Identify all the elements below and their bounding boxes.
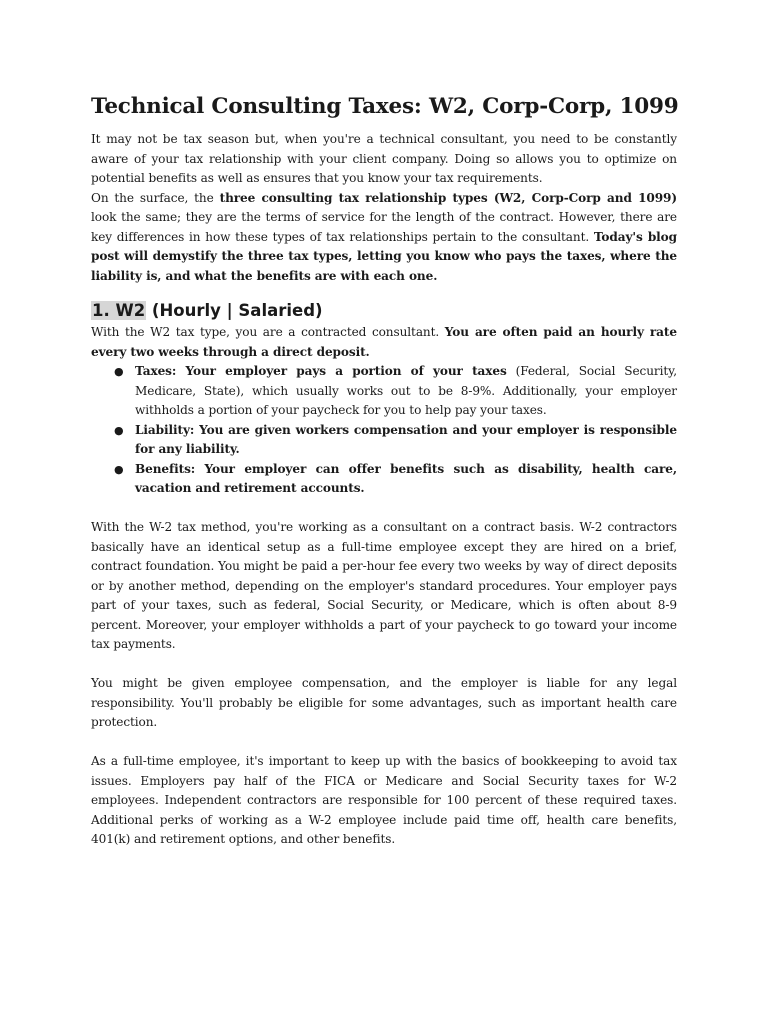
intro-p2-start: On the surface, the <box>91 190 220 205</box>
bullet-label: Liability <box>135 422 190 437</box>
spacer <box>91 733 677 753</box>
intro-paragraph-2 <box>91 189 677 287</box>
intro-p2-middle: look the same; they are the terms of service for the length of the contract. However, there are key differences in how these types of tax relationships pertain to the consultant. <box>91 210 677 244</box>
bullet-label: Taxes: <box>135 364 186 378</box>
w2-body-paragraph-3: As a full-time employee, it's important to keep up with the basics of bookkeeping to avoid tax issues. Employers pay half of the FICA or Medicare and Social Security taxes for W-2 employees. Independent contractors are responsible for 100 percent of these required taxes. Additional perks of working as a W-2 employee include paid time off, health care benefits, 401(k) and retirement options, and other benefits. <box>91 754 677 846</box>
section-heading-w2-highlight: 1. W2 <box>92 301 146 320</box>
bullet-dot-icon: ● <box>114 423 124 437</box>
w2-lead-paragraph <box>91 323 677 362</box>
intro-paragraph-1: It may not be tax season but, when you're a technical consultant, you need to be constantly aware of your tax relationship with your client company. Doing so allows you to optimize on potential benefits as well as ensures that you know your tax requirements. <box>91 132 677 185</box>
w2-body-paragraph-1: With the W-2 tax method, you're working as a consultant on a contract basis. W-2 contractors basically have an identical setup as a full-time employee except they are hired on a brief, contract foundation. You might be paid a per-hour fee every two weeks by way of direct deposits or by another method, depending on the employer's standard procedures. Your employer pays part of your taxes, such as federal, Social Security, or Medicare, which is often about 8-9 percent. Moreover, your employer withholds a part of your paycheck to go toward your income tax payments. <box>91 520 677 651</box>
w2-lead-start: With the W2 tax type, you are a contracted consultant. <box>91 325 445 339</box>
bullet-dot-icon: ● <box>114 462 124 476</box>
bullet-dot-icon: ● <box>114 365 124 378</box>
document-page <box>91 92 677 850</box>
section-heading-w2-rest: (Hourly | Salaried) <box>146 301 323 320</box>
w2-bullet-taxes <box>114 362 677 421</box>
spacer <box>91 499 677 519</box>
bullet-text: (Federal, Social Security, Medicare, State), which usually works out to be 8-9%. Additionally, your employer withholds a portion of your paycheck for you to help pay your taxes. <box>135 364 677 417</box>
section-heading-w2 <box>91 300 677 322</box>
w2-bullet-liability <box>114 421 677 460</box>
bullet-bold-text: Your employer pays a portion of your taxes <box>185 364 507 378</box>
bullet-bold-text: : Your employer can offer benefits such as disability, health care, vacation and retirement accounts. <box>135 461 677 495</box>
spacer <box>91 655 677 675</box>
w2-body-paragraph-2: You might be given employee compensation, and the employer is liable for any legal responsibility. You'll probably be eligible for some advantages, such as important health care protection. <box>91 676 677 729</box>
bullet-bold-text: : You are given workers compensation and your employer is responsible for any liability. <box>135 422 677 456</box>
intro-p2-bold-types: three consulting tax relationship types (W2, Corp-Corp and 1099) <box>219 190 677 205</box>
bullet-label: Benefits <box>135 461 191 476</box>
w2-bullet-list <box>91 362 677 499</box>
intro-p2-bold-summary: Today's blog post will demystify the three tax types, letting you know who pays the taxes, where the liability is, and what the benefits are with each one. <box>91 229 677 283</box>
page-title: Technical Consulting Taxes: W2, Corp-Corp, 1099 <box>91 94 679 119</box>
w2-bullet-benefits <box>114 460 677 499</box>
w2-lead-bold: You are often paid an hourly rate every two weeks through a direct deposit. <box>91 325 677 359</box>
